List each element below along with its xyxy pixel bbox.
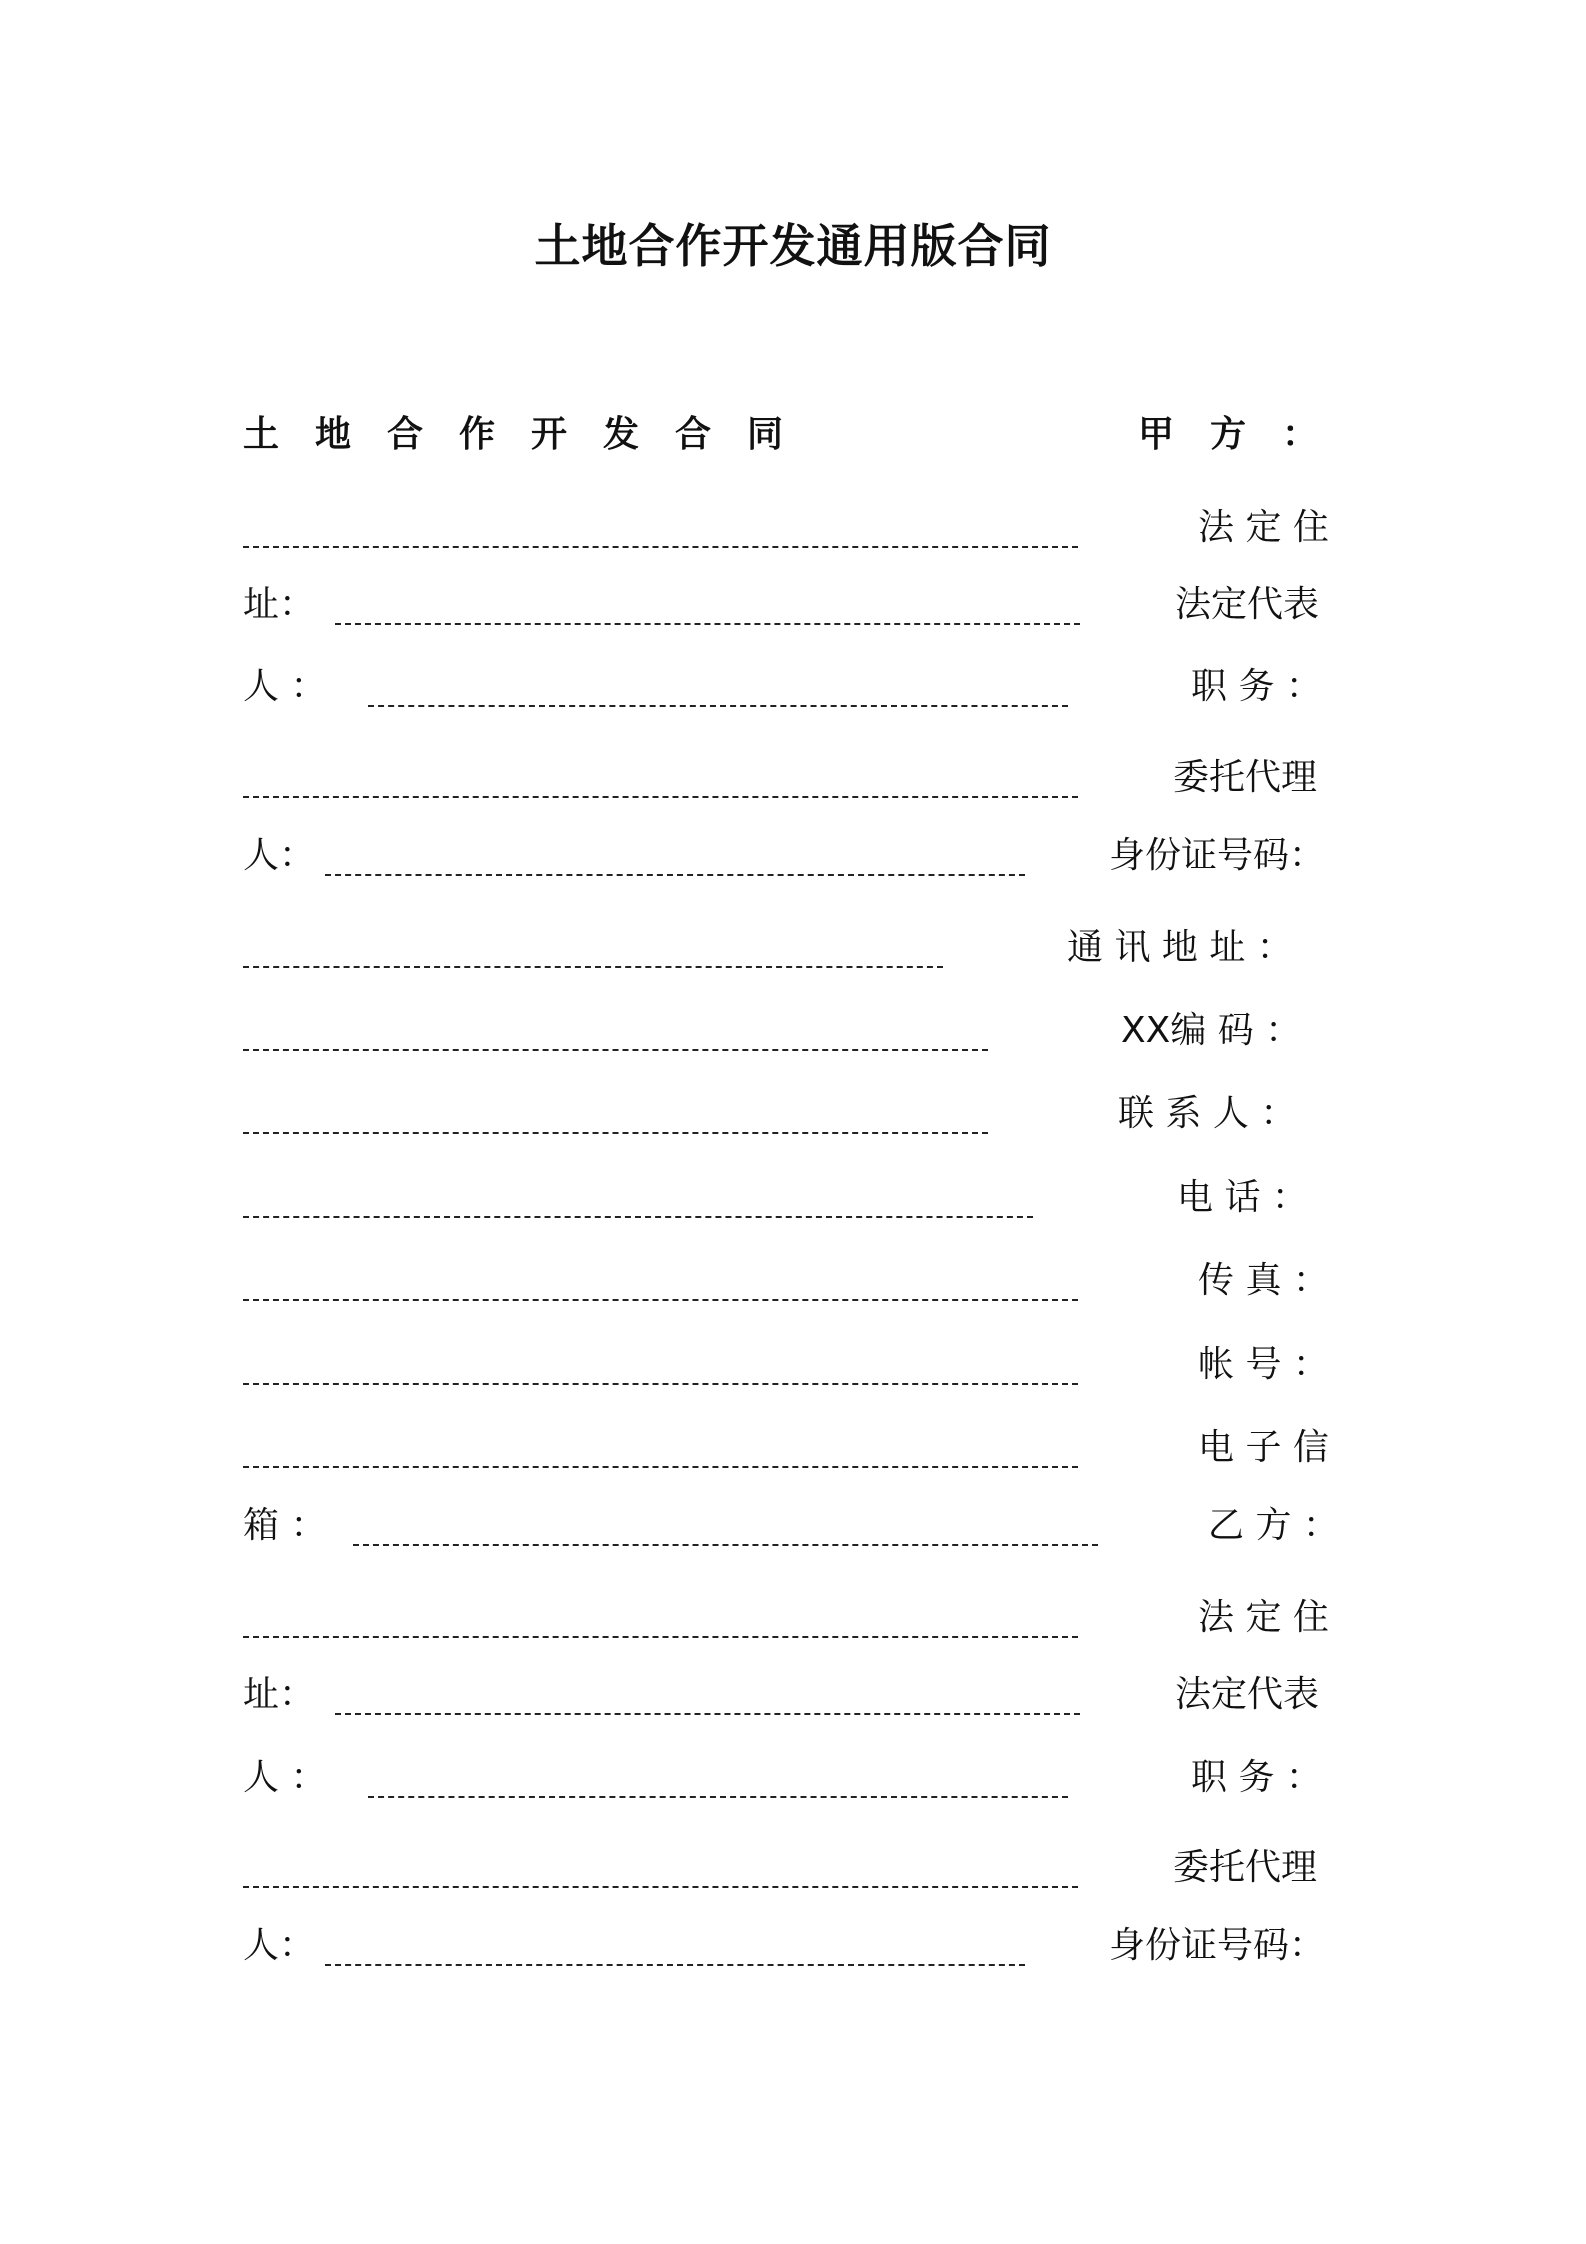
field-label: 法定代表 [1175, 1674, 1320, 1715]
blank-line[interactable] [243, 1132, 988, 1134]
field-label: 职 务 ： [1191, 666, 1322, 707]
form-row [243, 1001, 1353, 1061]
blank-line[interactable] [243, 1383, 1078, 1385]
field-label: 法 定 住 [1198, 507, 1329, 548]
field-prefix: 人： [243, 835, 316, 876]
field-prefix: 人： [243, 1925, 316, 1966]
field-label: 身份证号码： [1109, 1925, 1326, 1966]
form-row [243, 1251, 1353, 1311]
blank-line[interactable] [243, 546, 1078, 548]
blank-line[interactable] [243, 1466, 1078, 1468]
field-label: 委托代理 [1173, 1847, 1318, 1888]
form-row [243, 1588, 1353, 1648]
contract-heading: 土 地 合 作 开 发 合 同 [243, 414, 784, 455]
field-label: 法定代表 [1175, 584, 1320, 625]
form-row [243, 1418, 1353, 1478]
blank-line[interactable] [243, 1636, 1078, 1638]
blank-line[interactable] [243, 1299, 1078, 1301]
heading-row [243, 405, 1353, 465]
field-prefix: 址： [243, 584, 316, 625]
field-label: 委托代理 [1173, 757, 1318, 798]
form-row [243, 657, 1353, 717]
blank-line[interactable] [325, 1964, 1025, 1966]
form-row [243, 575, 1353, 635]
blank-line[interactable] [353, 1544, 1098, 1546]
blank-line[interactable] [368, 705, 1068, 707]
field-label: 身份证号码： [1109, 835, 1326, 876]
party-a-label: 甲 方 ： [1138, 414, 1319, 455]
blank-line[interactable] [243, 1216, 1033, 1218]
field-label: 通 讯 地 址 ： [1067, 927, 1293, 968]
field-label: 电 子 信 [1198, 1427, 1329, 1468]
form-row [243, 1748, 1353, 1808]
form-row [243, 918, 1353, 978]
form-row [243, 1168, 1353, 1228]
field-label: 联 系 人 ： [1118, 1093, 1297, 1134]
blank-line[interactable] [243, 1049, 988, 1051]
blank-line[interactable] [368, 1796, 1068, 1798]
form-row [243, 1838, 1353, 1898]
field-label: 职 务 ： [1191, 1757, 1322, 1798]
blank-line[interactable] [325, 874, 1025, 876]
blank-line[interactable] [243, 966, 943, 968]
field-label: 乙 方 ： [1208, 1505, 1339, 1546]
blank-line[interactable] [243, 796, 1078, 798]
field-label: 法 定 住 [1198, 1597, 1329, 1638]
form-row [243, 1916, 1353, 1976]
blank-line[interactable] [243, 1886, 1078, 1888]
blank-line[interactable] [335, 623, 1080, 625]
field-prefix: 人 ： [243, 1757, 327, 1798]
field-prefix: 箱 ： [243, 1505, 327, 1546]
blank-line[interactable] [335, 1713, 1080, 1715]
form-row [243, 1335, 1353, 1395]
form-row [243, 826, 1353, 886]
field-label: 传 真 ： [1198, 1260, 1329, 1301]
field-prefix: 址： [243, 1674, 316, 1715]
field-label: XX编 码 ： [1121, 1010, 1302, 1051]
field-label: 帐 号 ： [1198, 1344, 1329, 1385]
form-row [243, 498, 1353, 558]
form-row [243, 748, 1353, 808]
field-prefix: 人 ： [243, 666, 327, 707]
field-label: 电 话 ： [1177, 1177, 1308, 1218]
document-title: 土地合作开发通用版合同 [534, 219, 1052, 273]
form-row [243, 1496, 1353, 1556]
form-row [243, 1084, 1353, 1144]
form-row [243, 1665, 1353, 1725]
